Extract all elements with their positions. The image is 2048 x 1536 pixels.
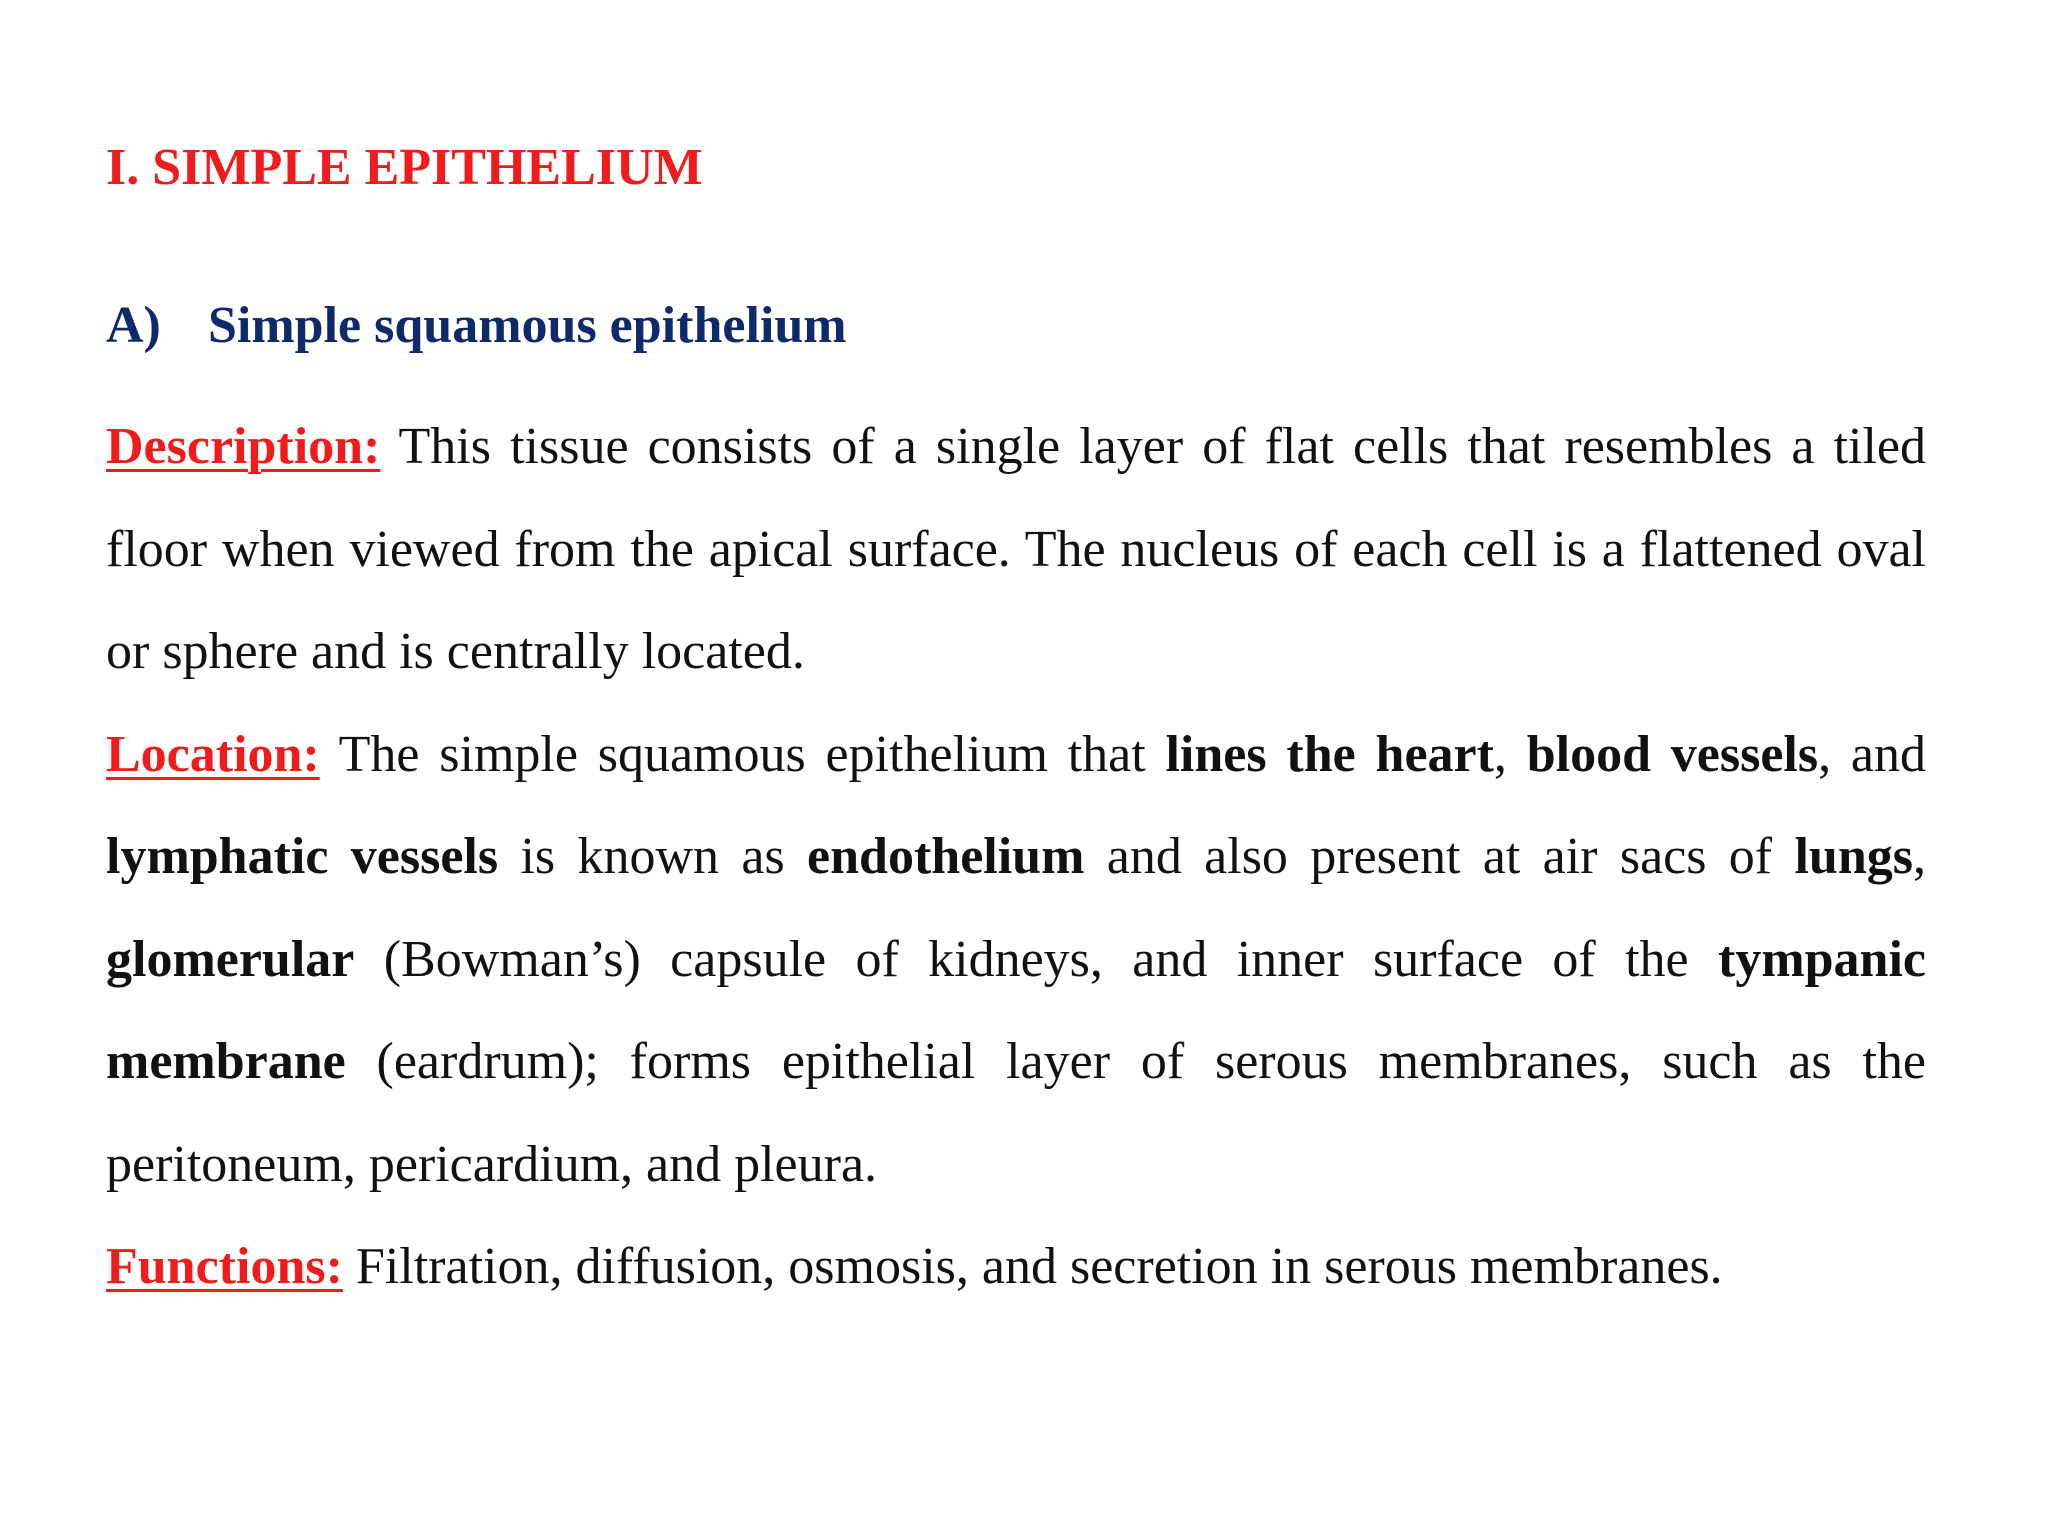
- location-text: ,: [1913, 828, 1926, 885]
- location-term: lymphatic vessels: [106, 828, 499, 885]
- location-term: lungs: [1794, 828, 1913, 885]
- location-label: Location:: [106, 725, 320, 783]
- location-text: The simple squamous epithelium that: [319, 725, 1166, 783]
- subsection-marker: A): [106, 297, 161, 354]
- location-text: and also present at air sacs of: [1084, 828, 1795, 885]
- location-term: lines the heart: [1165, 725, 1494, 783]
- document-body: [106, 396, 1926, 1319]
- subsection-heading: [106, 294, 847, 358]
- location-text: is known as: [498, 828, 808, 885]
- location-paragraph: [106, 704, 1926, 1217]
- description-label: Description:: [106, 418, 381, 475]
- location-term: blood vessels: [1526, 725, 1819, 783]
- location-text: (eardrum); forms epithelial layer of serous membranes, such as the peritoneum, pericardium, and pleura.: [106, 1033, 1926, 1193]
- description-text: This tissue consists of a single layer of flat cells that resembles a tiled floor when viewed from the apical surface. The nucleus of each cell is a flattened oval or sphere and is centrally located.: [106, 418, 1926, 680]
- subsection-title: Simple squamous epithelium: [208, 297, 847, 354]
- location-text: (Bowman’s) capsule of kidneys, and inner surface of the: [354, 930, 1718, 988]
- location-term: tympanic membrane: [106, 930, 1926, 1090]
- description-paragraph: [106, 396, 1926, 704]
- functions-paragraph: [106, 1216, 1926, 1319]
- functions-label: Functions:: [106, 1238, 343, 1295]
- location-text: , and: [1818, 725, 1927, 783]
- location-text: ,: [1493, 725, 1527, 783]
- functions-text: Filtration, diffusion, osmosis, and secretion in serous membranes.: [342, 1238, 1723, 1295]
- section-title: I. SIMPLE EPITHELIUM: [106, 139, 703, 196]
- location-term: endothelium: [807, 828, 1085, 885]
- location-term: glomerular: [106, 930, 355, 988]
